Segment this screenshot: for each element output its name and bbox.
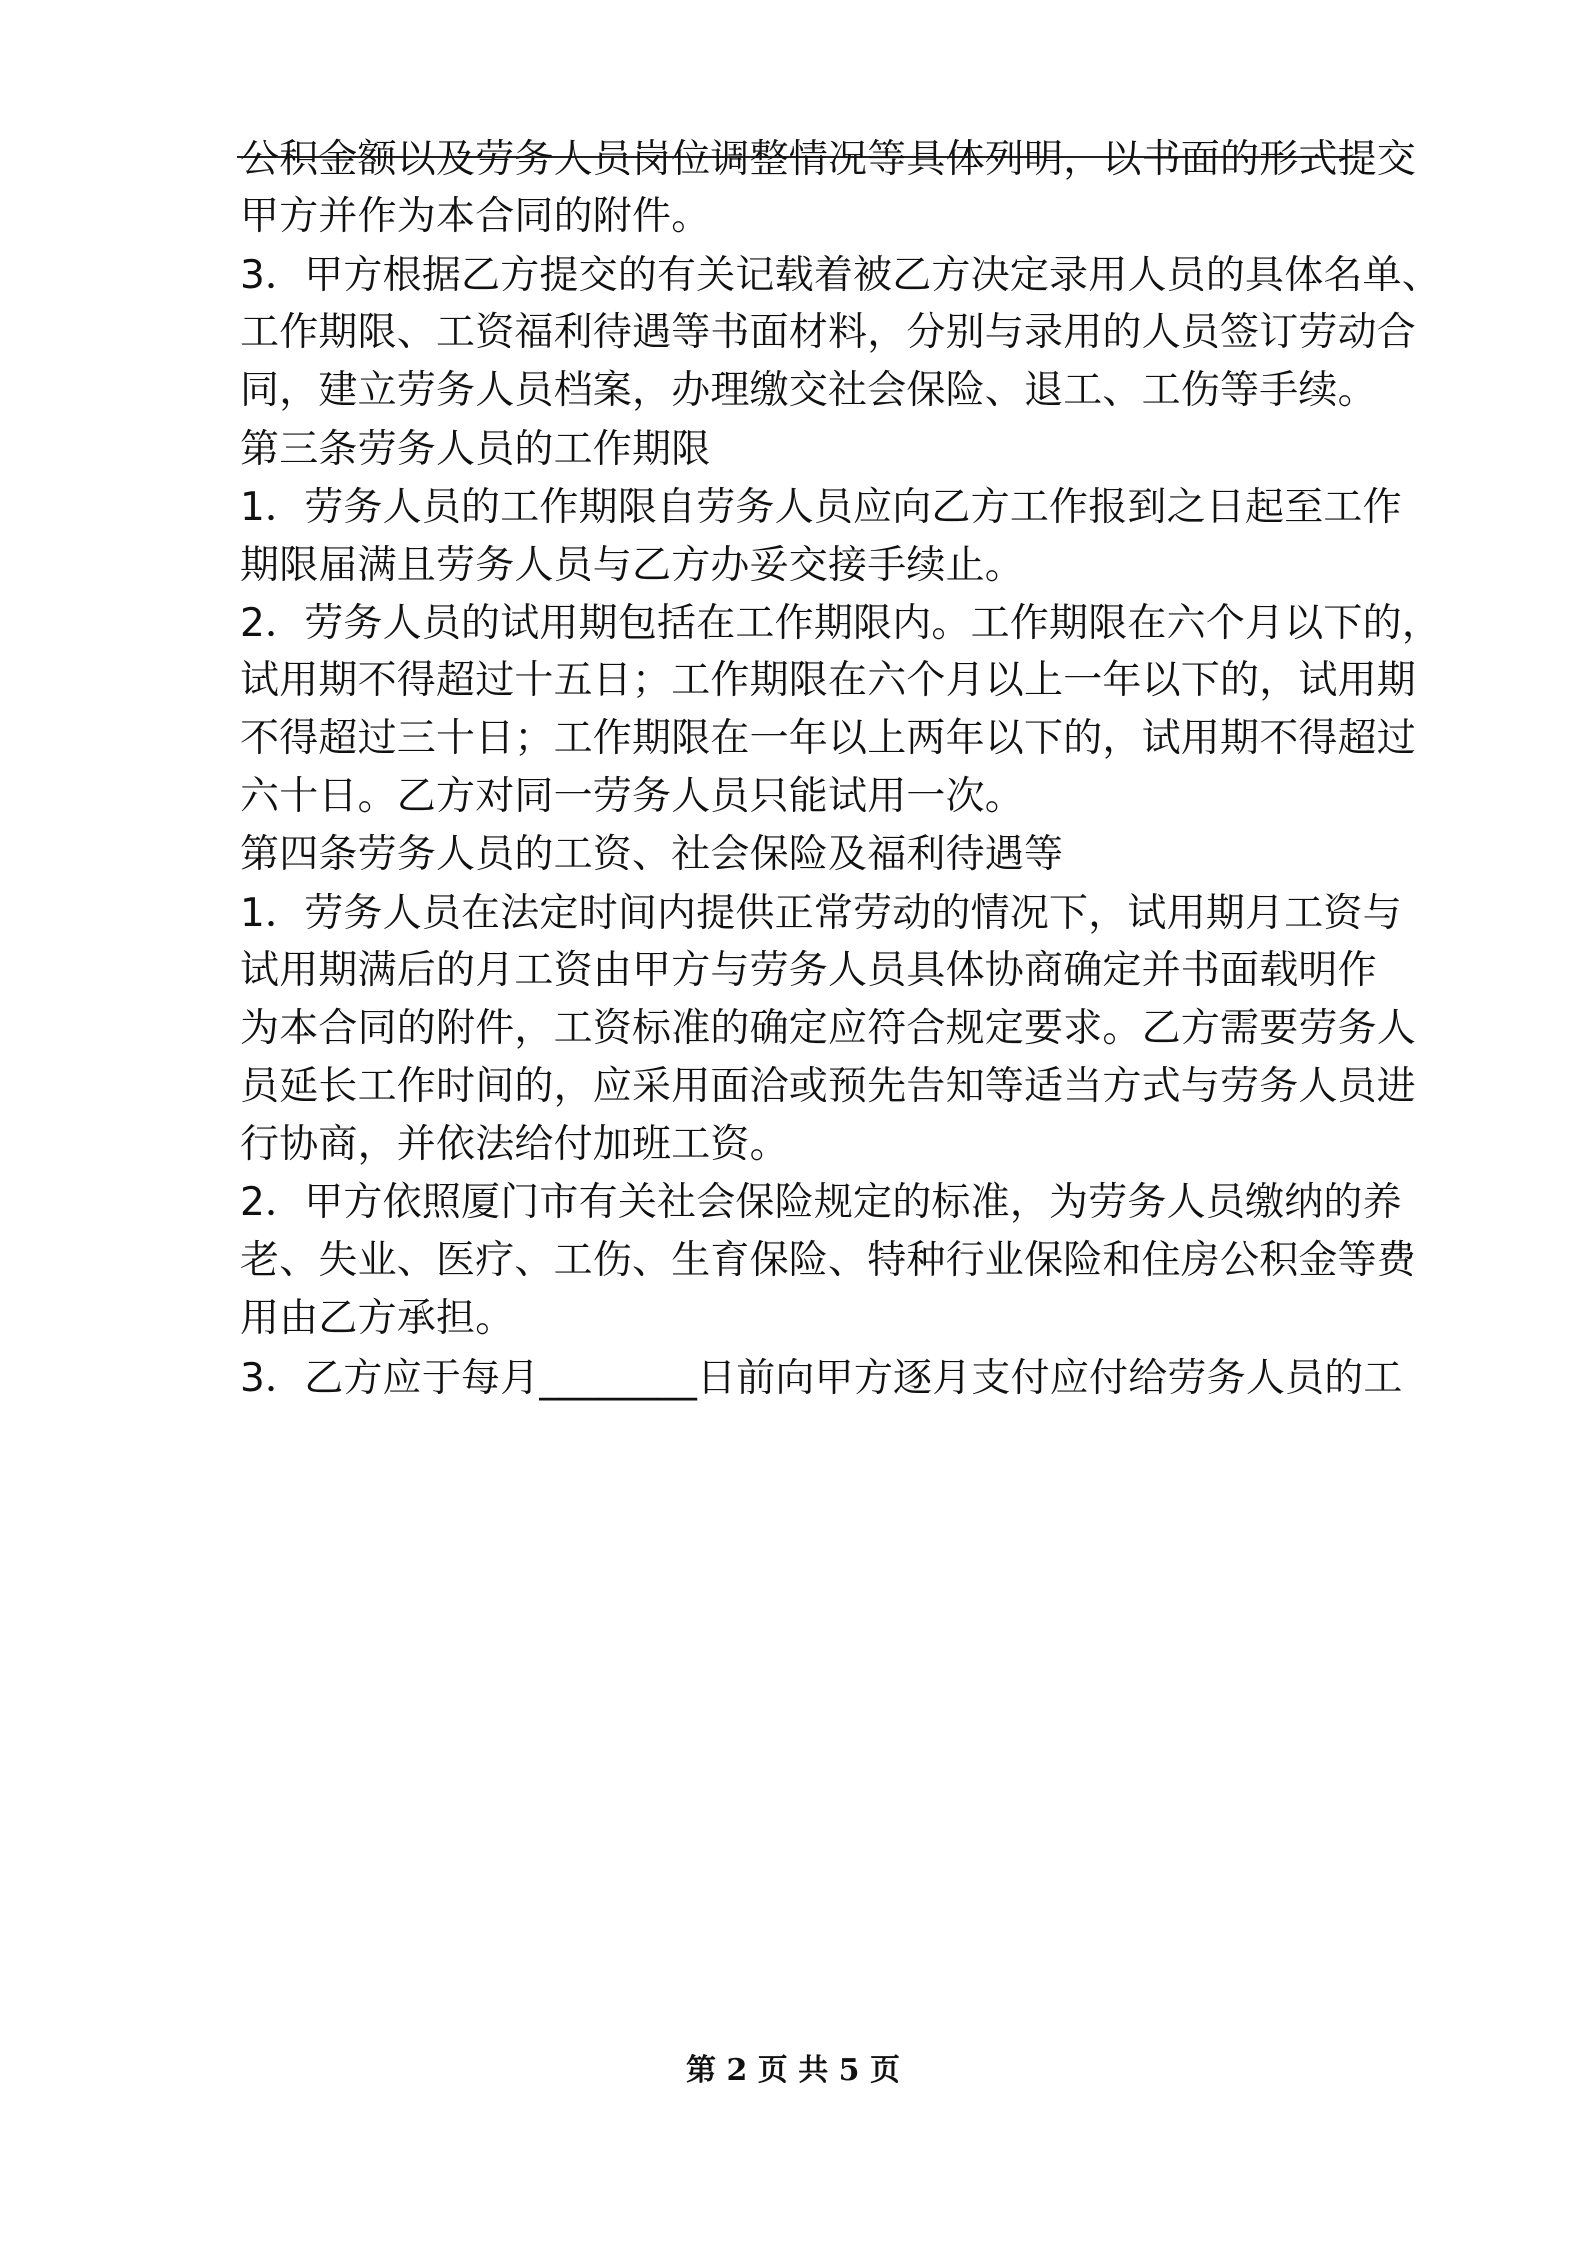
- text-line: 行协商，并依法给付加班工资。: [240, 1122, 789, 1167]
- text-line: 试用期满后的月工资由甲方与劳务人员具体协商确定并书面载明作: [240, 948, 1377, 993]
- section-heading: 第三条劳务人员的工作期限: [240, 427, 711, 472]
- text-line: 2．甲方依照厦门市有关社会保险规定的标准，为劳务人员缴纳的养: [240, 1180, 1402, 1225]
- text-line: 2．劳务人员的试用期包括在工作期限内。工作期限在六个月以下的，: [240, 601, 1442, 646]
- text-line: 1．劳务人员在法定时间内提供正常劳动的情况下，试用期月工资与: [240, 891, 1402, 936]
- text-line: 3．乙方应于每月________日前向甲方逐月支付应付给劳务人员的工: [240, 1356, 1403, 1401]
- text-line: 工作期限、工资福利待遇等书面材料，分别与录用的人员签订劳动合: [240, 310, 1417, 355]
- text-line: 试用期不得超过十五日；工作期限在六个月以上一年以下的，试用期: [240, 658, 1417, 703]
- text-line: 公积金额以及劳务人员岗位调整情况等具体列明，以书面的形式提交: [240, 137, 1417, 182]
- text-line: 员延长工作时间的，应采用面洽或预先告知等适当方式与劳务人员进: [240, 1064, 1417, 1109]
- text-line: 期限届满且劳务人员与乙方办妥交接手续止。: [240, 543, 1025, 588]
- section-heading: 第四条劳务人员的工资、社会保险及福利待遇等: [240, 832, 1064, 877]
- text-line: 不得超过三十日；工作期限在一年以上两年以下的，试用期不得超过: [240, 716, 1417, 761]
- text-line: 老、失业、医疗、工伤、生育保险、特种行业保险和住房公积金等费: [240, 1238, 1417, 1283]
- text-line: 用由乙方承担。: [240, 1296, 515, 1341]
- text-line: 1．劳务人员的工作期限自劳务人员应向乙方工作报到之日起至工作: [240, 485, 1402, 530]
- text-line: 为本合同的附件，工资标准的确定应符合规定要求。乙方需要劳务人: [240, 1006, 1417, 1051]
- text-line: 甲方并作为本合同的附件。: [240, 194, 711, 239]
- page-number: 第 2 页 共 5 页: [686, 2053, 900, 2088]
- text-line: 3．甲方根据乙方提交的有关记载着被乙方决定录用人员的具体名单、: [240, 253, 1442, 298]
- text-line: 同，建立劳务人员档案，办理缴交社会保险、退工、工伤等手续。: [240, 368, 1377, 413]
- text-line: 六十日。乙方对同一劳务人员只能试用一次。: [240, 774, 1025, 819]
